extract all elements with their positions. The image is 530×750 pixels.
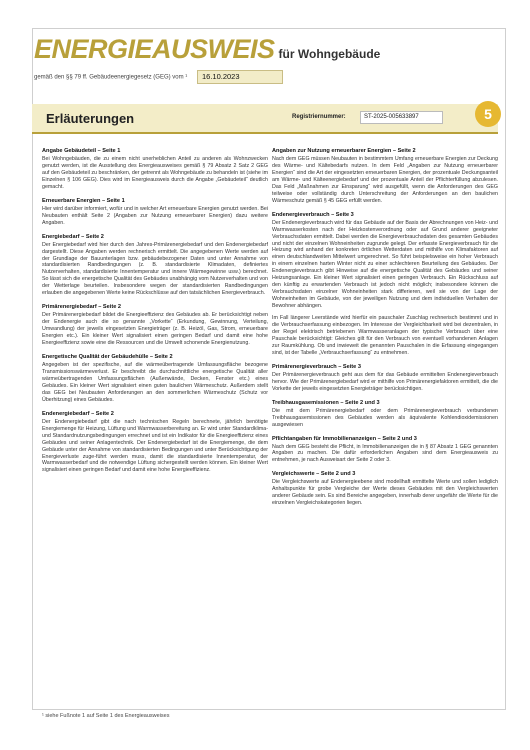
right-column bbox=[272, 148, 498, 514]
law-date-field: 16.10.2023 bbox=[197, 70, 283, 84]
section-title: Erläuterungen bbox=[46, 111, 135, 126]
document-title: ENERGIEAUSWEIS bbox=[34, 34, 275, 64]
section-heading: Vergleichswerte – Seite 2 und 3 bbox=[272, 471, 356, 478]
explanation-section bbox=[272, 148, 498, 205]
registration-number-field: ST-2025-005633897 bbox=[360, 111, 443, 124]
section-paragraph: Der Endenergieverbrauch wird für das Gebäude auf der Basis der Abrechnungen von Heiz- und Warmwasserkosten nach der Heizkostenverordnung oder auf Grund anderer geeigneter Verbrauchsdaten ermittelt. Dabei werden die Energieverbrauchsdaten des gesamten Gebäudes und nicht der einzelnen Wohneinheiten zugrunde gelegt. Der erfasste Energieverbrauch für die Heizung wird anhand der konkreten örtlichen Wetterdaten und mithilfe von Klimafaktoren auf einen deutschlandweiten Mittelwert umgerechnet. So führt beispielsweise ein hoher Verbrauch in einem einzelnen harten Winter nicht zu einer schlechteren Beurteilung des Gebäudes. Der Endenergieverbrauch gibt Hinweise auf die energetische Qualität des Gebäudes und seiner Heizungsanlage. Ein kleiner Wert signalisiert einen geringen Verbrauch. Ein Rückschluss auf den künftig zu erwartenden Verbrauch ist jedoch nicht möglich; insbesondere können die Verbrauchsdaten einzelner Wohneinheiten stark differieren, weil sie von der Lage der Wohneinheiten im Gebäude, von der jeweiligen Nutzung und dem individuellen Verhalten der Bewohner abhängen. bbox=[272, 219, 498, 310]
section-heading: Endenergiebedarf – Seite 2 bbox=[42, 410, 114, 417]
section-paragraph: Der Primärenergieverbrauch geht aus dem für das Gebäude ermittelten Endenergieverbrauch hervor. Wie der Primärenergiebedarf wird er mithilfe von Primärenergiefaktoren ermittelt, die die Vorkette der jeweils eingesetzten Energieträger berücksichtigen. bbox=[272, 371, 498, 392]
section-heading: Angaben zur Nutzung erneuerbarer Energien – Seite 2 bbox=[272, 148, 416, 154]
explanation-section bbox=[42, 304, 268, 347]
section-paragraph: Bei Wohngebäuden, die zu einem nicht unerheblichen Anteil zu anderen als Wohnzwecken genutzt werden, ist die Ausstellung des Energieausweises gemäß § 79 Absatz 2 Satz 2 GEG auf den Gebäudeteil zu beschränken, der getrennt als Wohngebäude zu behandeln ist (siehe im Einzelnen § 106 GEG). Dies wird im Energieausweis durch die Angabe „Gebäudeteil“ deutlich gemacht. bbox=[42, 156, 268, 190]
left-column bbox=[42, 148, 268, 481]
legal-basis-line bbox=[34, 70, 283, 84]
section-heading: Primärenergiebedarf – Seite 2 bbox=[42, 304, 121, 311]
explanation-section bbox=[42, 411, 268, 475]
document-header bbox=[34, 34, 380, 64]
explanation-section bbox=[272, 471, 498, 507]
section-heading: Pflichtangaben für Immobilienanzeigen – Seite 2 und 3 bbox=[272, 435, 417, 442]
legal-basis-text: gemäß den §§ 79 ff. Gebäudeenergiegesetz (GEG) vom ¹ bbox=[34, 74, 188, 81]
registration-label: Registriernummer: bbox=[292, 114, 346, 120]
explanation-section bbox=[272, 364, 498, 393]
section-paragraph: Der Endenergiebedarf gibt die nach technischen Regeln berechnete, jährlich benötigte Energiemenge für Heizung, Lüftung und Warmwasserbereitung an. Er wird unter Standardklima- und Standardnutzungsbedingungen errechnet und ist ein Indikator für die Energieeffizienz eines Gebäudes und seiner Anlagentechnik. Der Endenergiebedarf ist die Energiemenge, die dem Gebäude unter der Annahme von standardisierten Bedingungen und unter Berücksichtigung der Energieverluste zuge-führt werden muss, damit die standardisierte Innentemperatur, der Warmwasserbedarf und die notwendige Lüftung sichergestellt werden können. Ein kleiner Wert signalisiert einen geringen Bedarf und damit eine hohe Energieeffizienz. bbox=[42, 418, 268, 474]
explanation-section bbox=[42, 234, 268, 298]
section-paragraph: Angegeben ist der spezifische, auf die wärmeübertragende Umfassungsfläche bezogene Transmissionswärmeverlust. Er beschreibt die durchschnittliche energetische Qualität aller wärmeübertragenden Umfassungsflächen (Außenwände, Decken, Fenster etc.) eines Gebäudes. Ein kleiner Wert signalisiert einen guten baulichen Wärmeschutz. Außerdem stellt das GEG bei Neubauten Anforderungen an den sommerlichen Wärmeschutz (Schutz vor Überhitzung) eines Gebäudes. bbox=[42, 362, 268, 403]
document-title-suffix: für Wohngebäude bbox=[278, 47, 381, 61]
explanation-section bbox=[272, 436, 498, 465]
explanation-section bbox=[42, 198, 268, 227]
section-paragraph: Die Vergleichswerte auf Endenergieebene sind modellhaft ermittelte Werte und sollen lediglich Anhaltspunkte für grobe Vergleiche der Werte dieses Gebäudes mit den Vergleichswerten anderer Gebäude sein. Es sind Bereiche angegeben, innerhalb derer ungefähr die Werte für die einzelnen Vergleichskategorien liegen. bbox=[272, 479, 498, 507]
explanation-section bbox=[272, 212, 498, 357]
section-heading: Primärenergieverbrauch – Seite 3 bbox=[272, 363, 361, 370]
explanation-section bbox=[272, 400, 498, 429]
section-paragraph: Hier wird darüber informiert, wofür und in welcher Art erneuerbare Energien genutzt werden. Bei Neubauten enthält Seite 2 (Angaben zur Nutzung erneuerbarer Energien) dazu weitere Angaben. bbox=[42, 205, 268, 226]
section-heading: Angabe Gebäudeteil – Seite 1 bbox=[42, 148, 121, 154]
explanation-section bbox=[42, 148, 268, 191]
section-bar bbox=[32, 104, 498, 134]
section-paragraph: Der Primärenergiebedarf bildet die Energieeffizienz des Gebäudes ab. Er berücksichtigt neben der Endenergie auch die so genannte „Vorkette“ (Erkundung, Gewinnung, Verteilung, Umwandlung) der jeweils eingesetzten Energieträger (z. B. Heizöl, Gas, Strom, erneuerbare Energien etc.). Ein kleiner Wert signalisiert einen geringen Bedarf und damit eine hohe Energieeffizienz sowie eine die Ressourcen und die Umwelt schonende Energienutzung. bbox=[42, 312, 268, 347]
section-paragraph: Im Fall längerer Leerstände wird hierfür ein pauschaler Zuschlag rechnerisch bestimmt und in die Verbrauchserfassung einbezogen. Im Interesse der Vergleichbarkeit wird bei dezentralen, in der Regel elektrisch betriebenen Warmwasseranlagen der typische Verbrauch über eine Pauschale berücksichtigt: Gleiches gilt für den Verbrauch von eventuell vorhandenen Anlagen zur Raumkühlung. Ob und inwieweit die genannten Pauschalen in die Erfassung eingegangen sind, ist der Tabelle „Verbrauchserfassung“ zu entnehmen. bbox=[272, 315, 498, 356]
section-heading: Erneuerbare Energien – Seite 1 bbox=[42, 197, 125, 204]
explanation-section bbox=[42, 354, 268, 404]
section-paragraph: Nach dem GEG müssen Neubauten in bestimmtem Umfang erneuerbare Energien zur Deckung des Wärme- und Kältebedarfs nutzen. In dem Feld „Angaben zur Nutzung erneuerbarer Energien“ sind die Art der eingesetzten erneuerbaren Energien, der prozentuale Deckungsanteil am Wärme- und Kälteenergiebedarf und der prozentuale Anteil der Pflichterfüllung abzulesen. Das Feld „Maßnahmen zur Einsparung“ wird ausgefüllt, wenn die Anforderungen des GEG teilweise oder vollständig durch Unterschreitung der Anforderungen an den baulichen Wärmeschutz gemäß § 45 GEG erfüllt werden. bbox=[272, 156, 498, 204]
section-heading: Treibhausgasemissionen – Seite 2 und 3 bbox=[272, 399, 380, 406]
section-heading: Energiebedarf – Seite 2 bbox=[42, 233, 104, 240]
section-heading: Energetische Qualität der Gebäudehülle – Seite 2 bbox=[42, 354, 173, 361]
section-paragraph: Die mit dem Primärenergiebedarf oder dem Primärenergieverbrauch verbundenen Treibhausgasemissionen des Gebäudes werden als äquivalente Kohlendioxidemissionen ausgewiesen bbox=[272, 407, 498, 428]
section-paragraph: Der Energiebedarf wird hier durch den Jahres-Primärenergiebedarf und den Endenergiebedarf dargestellt. Diese Angaben werden rechnerisch ermittelt. Die angegebenen Werte werden auf der Grundlage der Bauunterlagen bzw. gebäudebezogener Daten und unter Annahme von standardisierten Randbedingungen (z. B. standardisierte Klimadaten, definiertes Nutzerverhalten, standardisierte Innentemperatur und innere Wärmegewinne usw.) berechnet. So lässt sich die energetische Qualität des Gebäudes unabhängig vom Nutzerverhalten und von der Wetterlage beurteilen. Insbesondere wegen der standardisierten Randbedingungen erlauben die angegebenen Werte keine Rückschlüsse auf den tatsächlichen Energieverbrauch. bbox=[42, 241, 268, 297]
page-number-badge: 5 bbox=[475, 101, 501, 127]
section-paragraph: Nach dem GEG besteht die Pflicht, in Immobilienanzeigen die in § 87 Absatz 1 GEG genannten Angaben zu machen. Die dafür erforderlichen Angaben sind dem Energieausweis zu entnehmen, je nach Ausweisart der Seite 2 oder 3. bbox=[272, 443, 498, 464]
section-heading: Endenergieverbrauch – Seite 3 bbox=[272, 211, 354, 218]
footnote: ¹ siehe Fußnote 1 auf Seite 1 des Energieausweises bbox=[42, 713, 170, 719]
